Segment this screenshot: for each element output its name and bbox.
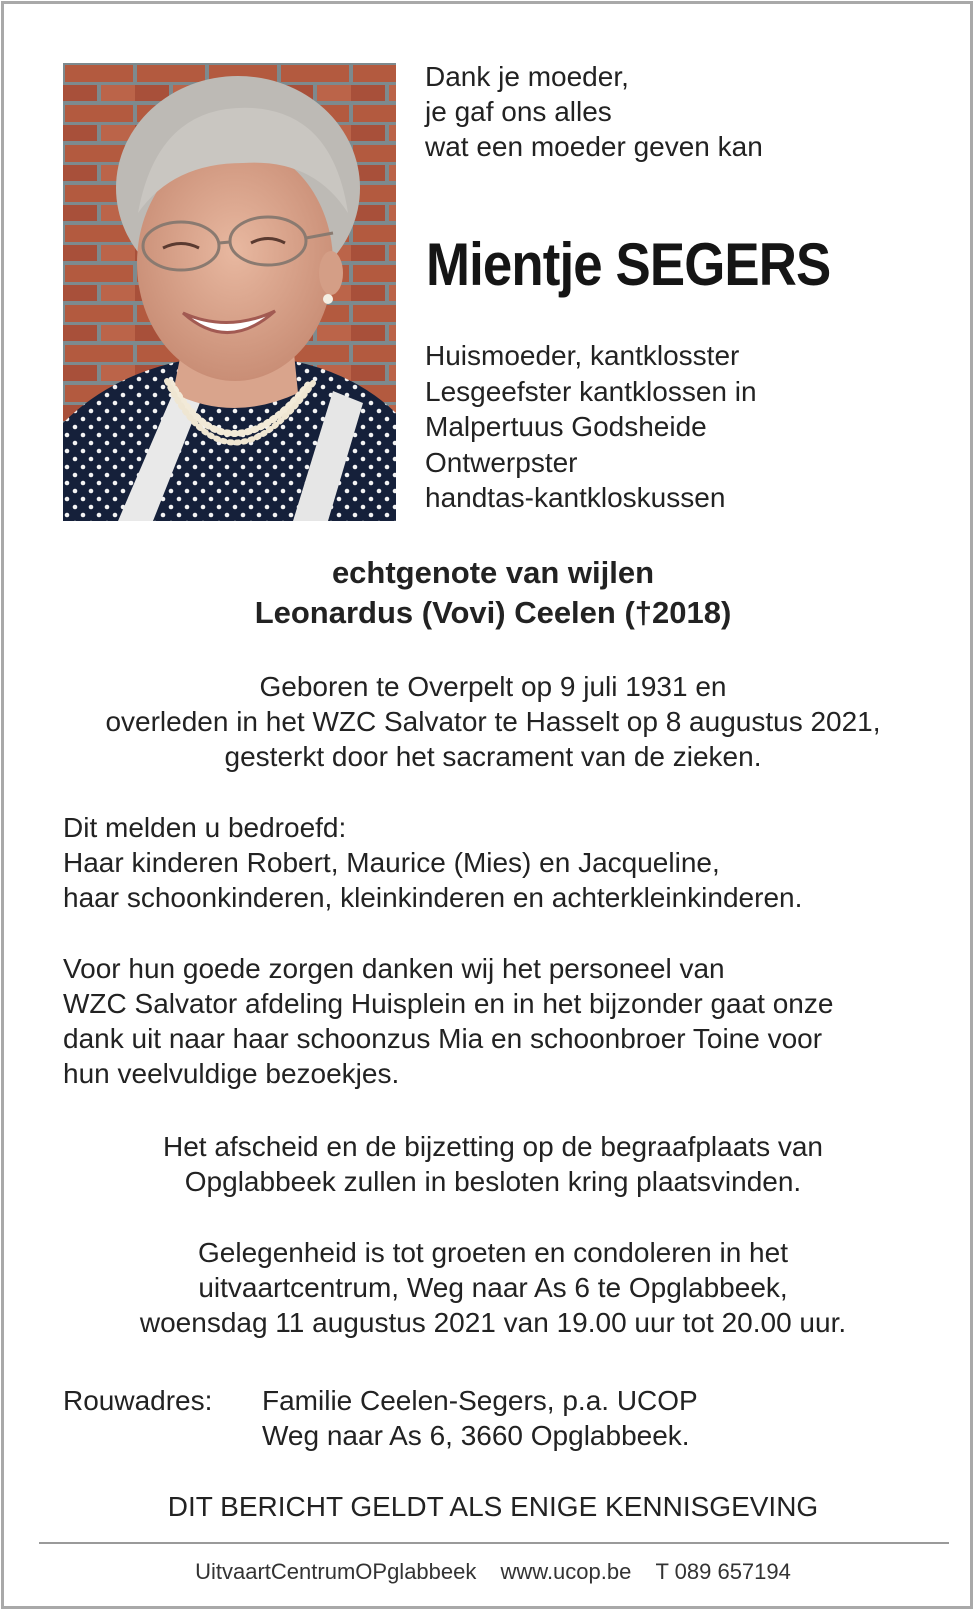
verse-line: Dank je moeder, [425,61,629,92]
opening-verse [425,59,763,164]
notice-text: DIT BERICHT GELDT ALS ENIGE KENNISGEVING [167,1491,819,1522]
portrait-photo [63,63,396,521]
birth-death-line: gesterkt door het sacrament van de zieken. [224,741,762,772]
occupation-line: Malpertuus Godsheide [425,411,707,442]
family-block [63,810,802,915]
footer-phone: T 089 657194 [655,1559,791,1584]
address-line: Familie Ceelen-Segers, p.a. UCOP [262,1385,698,1416]
occupation-line: handtas-kantkloskussen [425,482,726,513]
birth-death-line: Geboren te Overpelt op 9 juli 1931 en [259,671,727,702]
occupation-line: Huismoeder, kantklosster [425,340,740,371]
condolence-line: uitvaartcentrum, Weg naar As 6 te Opglabbeek, [198,1272,788,1303]
deceased-name: Mientje SEGERS [426,231,831,298]
verse-line: je gaf ons alles [425,96,612,127]
spouse-block [4,553,980,633]
occupation-list [425,338,757,516]
family-line: Haar kinderen Robert, Maurice (Mies) en Jacqueline, [63,847,720,878]
footer-divider [39,1542,949,1544]
footer [4,1558,980,1586]
farewell-line: Het afscheid en de bijzetting op de begraafplaats van [162,1131,823,1162]
thanks-line: hun veelvuldige bezoekjes. [63,1058,400,1089]
farewell-block [4,1129,980,1199]
occupation-line: Lesgeefster kantklossen in [425,375,757,407]
address-label: Rouwadres: [63,1385,213,1416]
birth-death-line: overleden in het WZC Salvator te Hasselt op 8 augustus 2021, [105,706,881,737]
thanks-line: dank uit naar haar schoonzus Mia en schoonbroer Toine voor [63,1023,823,1054]
birth-death-block [4,669,980,774]
portrait-image [63,63,396,521]
verse-line: wat een moeder geven kan [425,131,763,162]
thanks-block [63,951,833,1091]
address-block [262,1383,698,1453]
condolence-line: Gelegenheid is tot groeten en condoleren in het [198,1237,788,1268]
thanks-line: WZC Salvator afdeling Huisplein en in het bijzonder gaat onze [63,988,834,1019]
family-line: Dit melden u bedroefd: [63,812,347,843]
condolence-block [4,1235,980,1340]
family-line: haar schoonkinderen, kleinkinderen en achterkleinkinderen. [63,882,803,913]
spouse-line: echtgenote van wijlen [331,555,655,590]
condolence-line: woensdag 11 augustus 2021 van 19.00 uur tot 20.00 uur. [139,1307,847,1338]
footer-company: UitvaartCentrumOPglabbeek [195,1559,477,1584]
footer-website-link[interactable]: www.ucop.be [500,1559,632,1584]
thanks-line: Voor hun goede zorgen danken wij het personeel van [63,953,725,984]
occupation-line: Ontwerpster [425,446,578,478]
spouse-line: Leonardus (Vovi) Ceelen (†2018) [254,595,732,630]
obituary-card [1,1,973,1609]
address-line: Weg naar As 6, 3660 Opglabbeek. [262,1420,690,1451]
farewell-line: Opglabbeek zullen in besloten kring plaatsvinden. [184,1166,802,1197]
